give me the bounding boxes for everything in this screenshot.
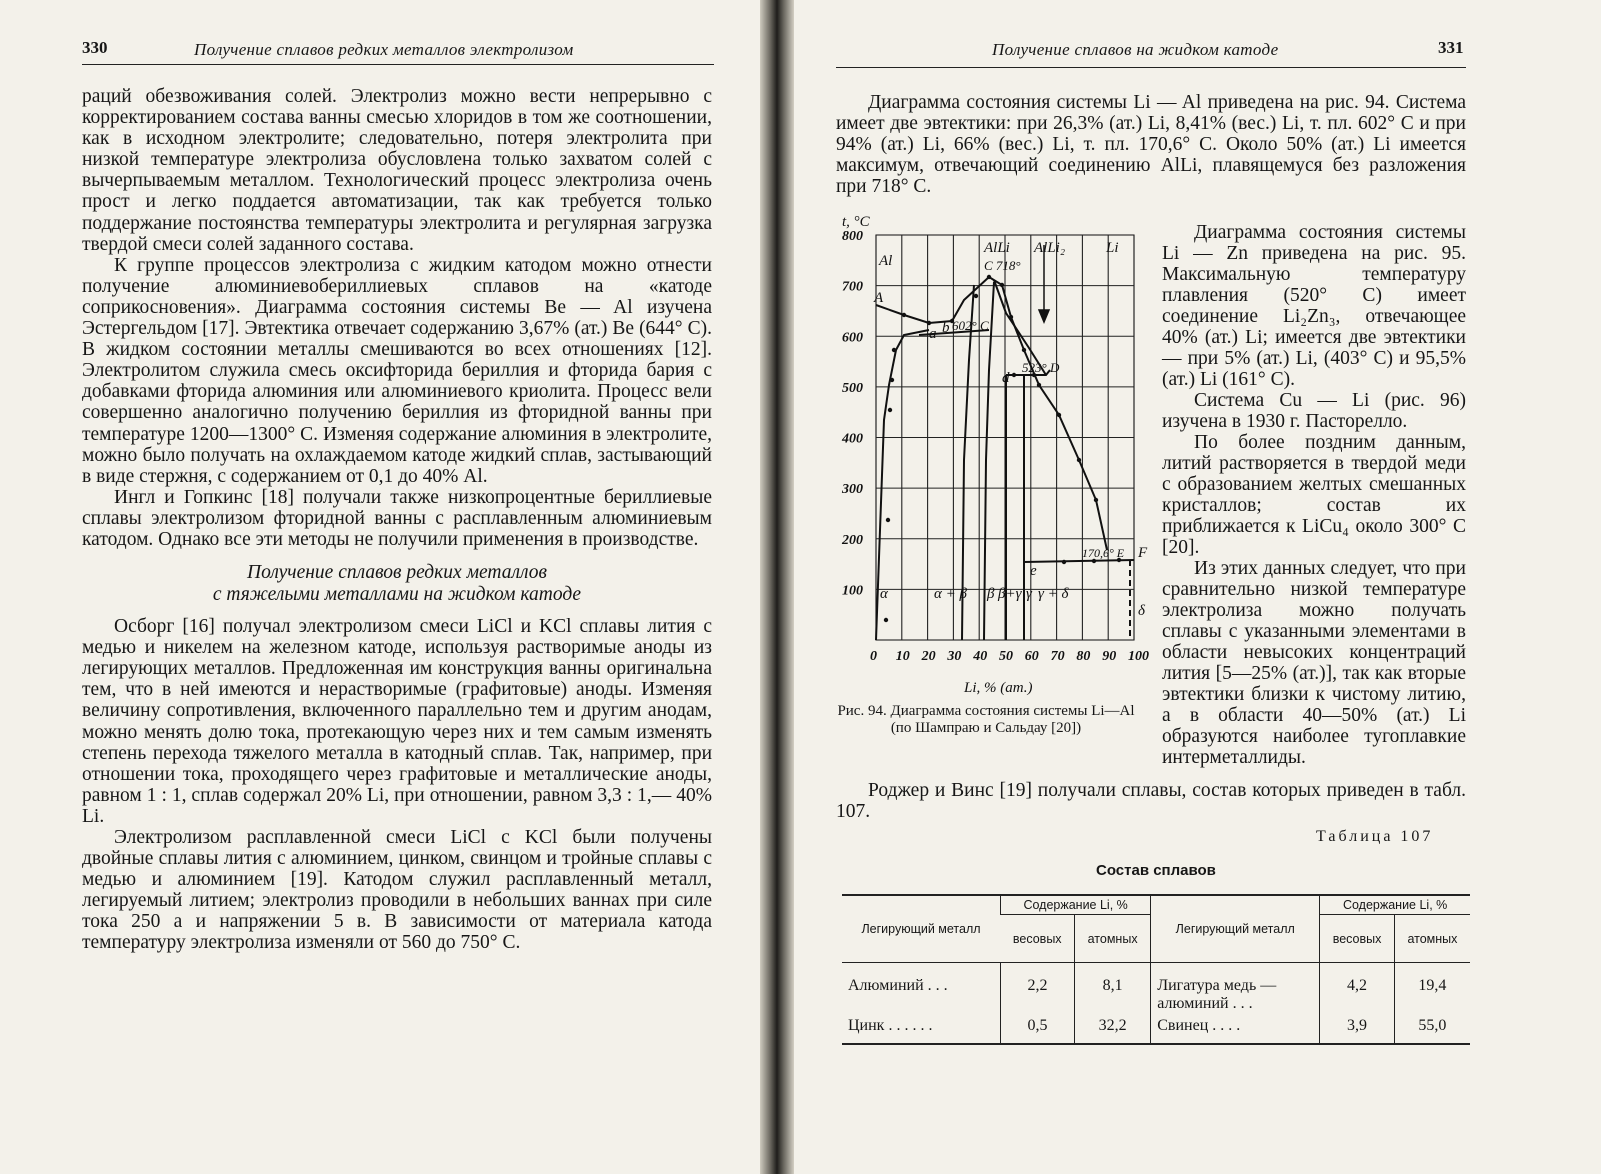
col-header-weight: весовых — [1320, 915, 1395, 963]
col-header-weight: весовых — [1001, 915, 1075, 963]
label-alli: AlLi — [984, 240, 1010, 256]
label-e: e — [1030, 563, 1037, 579]
data-point — [974, 294, 978, 298]
data-point — [1037, 383, 1041, 387]
atomic-cell: 32,2 — [1074, 1015, 1150, 1044]
label-alli2: AlLi₂ — [1034, 240, 1066, 256]
paragraph: Диаграмма состояния системы Li — Zn приведена на рис. 95. Максимальную температуру плавления (520° C) имеет соединение Li₂Zn₃, отвечающее 40% (ат.) Li; имеется две эвтектики — при 5% (ат.) Li, (403° C) и 95,5% (ат.) Li (161° C). — [1162, 222, 1466, 390]
data-point — [888, 408, 892, 412]
weight-cell: 2,2 — [1001, 963, 1075, 1016]
paragraph: Диаграмма состояния системы Li — Al приведена на рис. 94. Система имеет две эвтектики: при 26,3% (ат.) Li, 8,41% (вес.) Li, т. пл. 602° C и при 94% (ат.) Li, 66% (вес.) Li, т. пл. 170,6° C. Около 50% (ат.) Li имеется максимум, отвечающий соединению AlLi, плавящемуся без разложения при 718° C. — [836, 92, 1466, 198]
col-header-atomic: атомных — [1074, 915, 1150, 963]
left-page — [0, 0, 760, 1174]
label-f: F — [1138, 545, 1148, 561]
section-title-line: с тяжелыми металлами на жидком катоде — [212, 584, 582, 606]
label-a-small: a — [929, 326, 937, 342]
paragraph: Роджер и Винс [19] получали сплавы, состав которых приведен в табл. 107. — [836, 780, 1466, 823]
label-d: d — [1002, 370, 1010, 386]
metal-cell: Лигатура медь — алюминий . . . — [1151, 963, 1320, 1016]
x-tick-label: 10 — [895, 649, 910, 664]
section-title — [82, 562, 712, 606]
page-number: 330 — [82, 38, 108, 57]
data-point — [1094, 498, 1098, 502]
table-number: Таблица 107 — [1316, 828, 1434, 845]
label-a: A — [874, 290, 884, 306]
running-head: Получение сплавов редких металлов электролизом — [194, 40, 574, 59]
metal-cell: Алюминий . . . — [848, 977, 948, 994]
header-rule — [82, 64, 714, 65]
table-title: Состав сплавов — [1096, 862, 1216, 879]
col-header-atomic: атомных — [1394, 915, 1470, 963]
table-row — [842, 1015, 1470, 1044]
atomic-cell: 55,0 — [1394, 1015, 1470, 1044]
paragraph: раций обезвоживания солей. Электролиз можно вести непрерывно с корректированием состава ванны смесью хлоридов в том же соотношении, как в исходном электролите; следовательно, потеря электролита при низкой температуре электролиза обусловлена только захватом солей с вычерпываемым металлом. Технологический процесс электролиза очень прост и легко поддается автоматизации, так как требуется только поддержание постоянства температуры электролита и регулярная загрузка твердой смеси солей заданного состава. — [82, 86, 712, 255]
side-column-text — [1162, 222, 1466, 768]
x-tick-label: 20 — [921, 649, 936, 664]
x-tick-label: 70 — [1050, 649, 1065, 664]
paragraph: К группе процессов электролиза с жидким катодом можно отнести получение алюминиевобериллиевых сплавов на «катоде соприкосновения». Диаграмма состояния системы Be — Al изучена Эстергельдом [17]. Эвтектика отвечает содержанию 3,67% (ат.) Be (644° C). В жидком состоянии металлы смешиваются во всех отношениях [12]. Электролитом служила смесь оксифторида бериллия и фторида бария с добавками фторида алюминия или алюминиевого криолита. Процесс вели совершенно аналогично получению бериллия из фторидной ванны при температуре 1200—1300° C. Изменяя содержание алюминия в электролите, можно было получать на охлаждаемом катоде жидкий сплав, застывающий в виде стержня, с содержанием от 0,1 до 40% Al. — [82, 254, 712, 487]
x-axis-label: Li, % (ат.) — [964, 680, 1033, 696]
data-point — [884, 618, 888, 622]
x-tick-label: 30 — [947, 649, 962, 664]
y-tick-label: 200 — [842, 532, 863, 548]
col-header-content: Содержание Li, % — [1001, 895, 1151, 915]
paragraph: Электролизом расплавленной смеси LiCl с KCl были получены двойные сплавы лития с алюминием, цинком, свинцом и тройные сплавы с медью и алюминием [19]. Катодом служил расплавленный металл, легируемый литием; электролиз проводили в небольших ваннах при силе тока 250 а и напряжении 5 в. В зависимости от материала катода температуру электролиза изменяли от 560 до 750° C. — [82, 827, 712, 954]
y-tick-label: 700 — [842, 279, 863, 295]
weight-cell: 0,5 — [1001, 1015, 1075, 1044]
paragraph: Система Cu — Li (рис. 96) изучена в 1930 г. Пасторелло. — [1162, 390, 1466, 432]
data-point — [1012, 373, 1016, 377]
label-d523: 523° D — [1022, 360, 1060, 375]
data-point — [987, 275, 991, 279]
y-tick-label: 300 — [842, 482, 863, 498]
figure-caption: Рис. 94. Диаграмма состояния системы Li—Al (по Шампраю и Сальдау [20]) — [837, 703, 1135, 736]
label-c718: C 718° — [984, 258, 1021, 273]
right-page — [794, 0, 1601, 1174]
data-point — [892, 348, 896, 352]
x-tick-label: 90 — [1102, 649, 1117, 664]
col-header-metal: Легирующий металл — [1151, 895, 1320, 963]
label-li: Li — [1106, 240, 1119, 256]
label-delta: δ — [1138, 603, 1145, 619]
alloys-table — [842, 894, 1470, 1045]
label-gamma: γ — [1026, 586, 1032, 602]
y-axis-label: t, °C — [842, 214, 870, 230]
col-header-content: Содержание Li, % — [1320, 895, 1470, 915]
label-c602: 602° C — [952, 318, 989, 333]
metal-cell: Свинец . . . . — [1151, 1015, 1320, 1044]
label-beta: β — [987, 586, 995, 602]
paragraph: Из этих данных следует, что при сравнительно низкой температуре электролиза можно получать сплавы с указанными элементами в области невысоких концентраций лития [5—25% (ат.)], так как вторые эвтектики близки к чистому литию, а в области 40—50% (ат.) Li образуются наиболее тугоплавкие интерметаллиды. — [1162, 558, 1466, 768]
paragraph: Ингл и Гопкинс [18] получали также низкопроцентные бериллиевые сплавы электролизом фторидной ванны с расплавленным алюминиевым катодом. Однако все эти методы не получили применения в производстве. — [82, 486, 712, 550]
y-tick-label: 600 — [842, 330, 863, 346]
x-tick-label: 0 — [870, 649, 877, 664]
paragraph: По более поздним данным, литий растворяется в твердой меди с образованием желтых смешанных кристаллов; состав их приближается к LiCu₄ около 300° C [20]. — [1162, 432, 1466, 558]
atomic-cell: 19,4 — [1394, 963, 1470, 1016]
x-tick-label: 50 — [999, 649, 1013, 664]
closing-text — [836, 780, 1466, 822]
phase-diagram-figure — [834, 210, 1154, 700]
y-tick-label: 500 — [842, 380, 863, 396]
label-alpha-beta: α + β — [934, 586, 967, 602]
y-tick-label: 400 — [842, 431, 863, 447]
label-b: b — [942, 320, 950, 336]
weight-cell: 4,2 — [1320, 963, 1395, 1016]
col-header-metal: Легирующий металл — [842, 895, 1001, 963]
data-point — [886, 518, 890, 522]
data-point — [1022, 348, 1026, 352]
x-tick-label: 80 — [1076, 649, 1091, 664]
metal-cell: Цинк . . . . . . — [842, 1015, 1001, 1044]
data-point — [1000, 283, 1004, 287]
data-point — [1057, 413, 1061, 417]
label-al: Al — [879, 253, 893, 269]
data-point — [1009, 315, 1013, 319]
label-alpha: α — [880, 586, 888, 602]
section-title-line: Получение сплавов редких металлов — [247, 562, 547, 584]
paragraph: Осборг [16] получал электролизом смеси LiCl и KCl сплавы лития с медью и никелем на железном катоде, используя растворимые аноды из легирующих металлов. Предложенная им конструкция ванны оригинальна тем, что в ней имеются и нерастворимые (графитовые) аноды. Изменяя величину сопротивления, включенного параллельно тем и другим анодам, можно менять долю тока, протекающую через них и тем самым изменять степень перехода тяжелого металла в катодный сплав. Так, например, при отношении тока, проходящего через графитовые и металлические аноды, равном 1 : 1, сплав содержал 20% Li, при отношении, равном 3,3 : 1,— 40% Li. — [82, 616, 712, 827]
book-gutter — [760, 0, 794, 1174]
data-point — [927, 321, 931, 325]
intro-text — [836, 92, 1466, 197]
label-e170: 170,6° E — [1082, 546, 1125, 560]
y-tick-label: 800 — [842, 229, 863, 244]
data-point — [890, 378, 894, 382]
table-row — [842, 963, 1470, 1016]
atomic-cell: 8,1 — [1074, 963, 1150, 1016]
data-point — [1062, 560, 1066, 564]
label-beta-gamma: β+γ — [998, 586, 1022, 602]
weight-cell: 3,9 — [1320, 1015, 1395, 1044]
data-point — [1077, 458, 1081, 462]
x-tick-label: 100 — [1128, 649, 1149, 664]
x-tick-label: 60 — [1024, 649, 1039, 664]
left-body-text — [82, 86, 712, 954]
x-tick-label: 40 — [973, 649, 988, 664]
data-point — [902, 313, 906, 317]
page-number: 331 — [1438, 38, 1464, 57]
running-head: Получение сплавов на жидком катоде — [992, 40, 1279, 59]
label-gamma-delta: γ + δ — [1038, 586, 1069, 602]
header-rule — [836, 67, 1466, 68]
y-tick-label: 100 — [842, 583, 863, 599]
